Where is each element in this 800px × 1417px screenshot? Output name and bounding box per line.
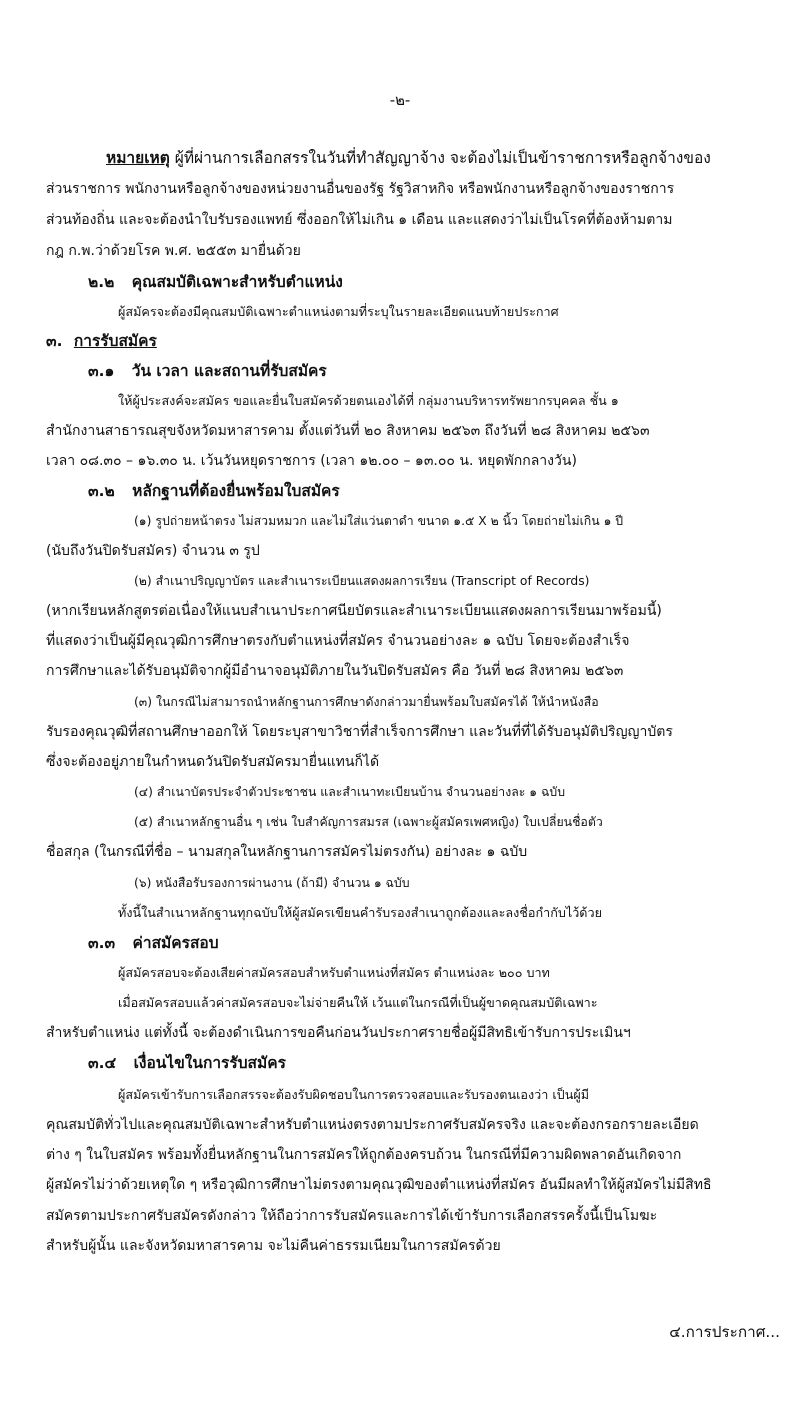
section-2-2-heading [88,272,343,292]
item-2-line-4: การศึกษาและได้รับอนุมัติจากผู้มีอำนาจอนุมัติภายในวันปิดรับสมัคร คือ วันที่ ๒๘ สิงหาคม ๒๕๖๓ [46,663,624,679]
item-2-line-2: (หากเรียนหลักสูตรต่อเนื่องให้แนบสำเนาประกาศนียบัตรและสำเนาระเบียนแสดงผลการเรียนมาพร้อมนี้) [46,603,662,619]
section-3-2-heading [88,481,340,501]
item-2-line-1: (๒) สำเนาปริญญาบัตร และสำเนาระเบียนแสดงผลการเรียน (Transcript of Records) [134,574,590,588]
section-3-3-line-3: สำหรับตำแหน่ง แต่ทั้งนี้ จะต้องดำเนินการขอคืนก่อนวันประกาศรายชื่อผู้มีสิทธิเข้ารับการประเมินฯ [46,1025,631,1041]
section-3-4-line-4: ผู้สมัครไม่ว่าด้วยเหตุใด ๆ หรือวุฒิการศึกษาไม่ตรงตามคุณวุฒิของตำแหน่งที่สมัคร อันมีผลทำให้ผู้สมัครไม่มีสิทธิ [46,1177,712,1193]
item-3-line-2: รับรองคุณวุฒิที่สถานศึกษาออกให้ โดยระบุสาขาวิชาที่สำเร็จการศึกษา และวันที่ที่ได้รับอนุมัติปริญญาบัตร [46,724,673,740]
section-3-1-line-3: เวลา ๐๘.๓๐ – ๑๖.๓๐ น. เว้นวันหยุดราชการ (เวลา ๑๒.๐๐ – ๑๓.๐๐ น. หยุดพักกลางวัน) [46,453,577,469]
section-3-2-title: หลักฐานที่ต้องยื่นพร้อมใบสมัคร [132,482,340,500]
section-3-4-line-1: ผู้สมัครเข้ารับการเลือกสรรจะต้องรับผิดชอบในการตรวจสอบและรับรองตนเองว่า เป็นผู้มี [118,1087,590,1102]
note-paragraph [106,148,711,168]
item-1-line-1: (๑) รูปถ่ายหน้าตรง ไม่สวมหมวก และไม่ใส่แว่นตาดำ ขนาด ๑.๕ X ๒ นิ้ว โดยถ่ายไม่เกิน ๑ ปี [134,514,624,528]
page-number: -๒- [389,91,411,109]
section-3-4-line-2: คุณสมบัติทั่วไปและคุณสมบัติเฉพาะสำหรับตำแหน่งตรงตามประกาศรับสมัครจริง และจะต้องกรอกรายละเอียด [46,1117,699,1133]
item-4-line-1: (๔) สำเนาบัตรประจำตัวประชาชน และสำเนาทะเบียนบ้าน จำนวนอย่างละ ๑ ฉบับ [134,785,566,799]
item-3-line-1: (๓) ในกรณีไม่สามารถนำหลักฐานการศึกษาดังกล่าวมายื่นพร้อมใบสมัครได้ ให้นำหนังสือ [134,695,599,709]
section-3-heading [46,331,157,351]
section-3-2-number: ๓.๒ [88,482,115,500]
section-3-4-line-3: ต่าง ๆ ในใบสมัคร พร้อมทั้งยื่นหลักฐานในการสมัครให้ถูกต้องครบถ้วน ในกรณีที่มีความผิดพลาดอันเกิดจาก [46,1147,682,1163]
section-3-1-title: วัน เวลา และสถานที่รับสมัคร [131,362,327,380]
section-3-3-title: ค่าสมัครสอบ [132,934,219,952]
item-5-line-2: ชื่อสกุล (ในกรณีที่ชื่อ – นามสกุลในหลักฐานการสมัครไม่ตรงกัน) อย่างละ ๑ ฉบับ [46,844,528,860]
section-2-2-number: ๒.๒ [88,273,115,291]
section-2-2-line-1: ผู้สมัครจะต้องมีคุณสมบัติเฉพาะตำแหน่งตามที่ระบุในรายละเอียดแนบท้ายประกาศ [118,304,559,319]
item-3-line-3: ซึ่งจะต้องอยู่ภายในกำหนดวันปิดรับสมัครมายื่นแทนก็ได้ [46,754,380,770]
note-label: หมายเหตุ [106,149,170,167]
section-3-4-heading [88,1053,286,1073]
section-3-3-number: ๓.๓ [88,934,116,952]
note-line-1: ผู้ที่ผ่านการเลือกสรรในวันที่ทำสัญญาจ้าง จะต้องไม่เป็นข้าราชการหรือลูกจ้างของ [174,149,711,167]
section-3-3-line-1: ผู้สมัครสอบจะต้องเสียค่าสมัครสอบสำหรับตำแหน่งที่สมัคร ตำแหน่งละ ๒๐๐ บาท [118,965,550,980]
item-5-line-1: (๕) สำเนาหลักฐานอื่น ๆ เช่น ใบสำคัญการสมรส (เฉพาะผู้สมัครเพศหญิง) ใบเปลี่ยนชื่อตัว [134,815,603,829]
section-3-1-number: ๓.๑ [88,362,115,380]
section-3-1-heading [88,361,327,381]
section-3-4-line-6: สำหรับผู้นั้น และจังหวัดมหาสารคาม จะไม่คืนค่าธรรมเนียมในการสมัครด้วย [46,1238,501,1254]
note-line-4: กฎ ก.พ.ว่าด้วยโรค พ.ศ. ๒๕๕๓ มายื่นด้วย [46,243,301,259]
section-3-2-closing: ทั้งนี้ในสำเนาหลักฐานทุกฉบับให้ผู้สมัครเขียนคำรับรองสำเนาถูกต้องและลงชื่อกำกับไว้ด้วย [118,905,602,920]
item-1-line-2: (นับถึงวันปิดรับสมัคร) จำนวน ๓ รูป [46,543,260,559]
note-line-2: ส่วนราชการ พนักงานหรือลูกจ้างของหน่วยงานอื่นของรัฐ รัฐวิสาหกิจ หรือพนักงานหรือลูกจ้างของราชการ [46,181,675,197]
next-page-reference: ๔.การประกาศ... [669,1323,780,1341]
section-3-1-line-2: สำนักงานสาธารณสุขจังหวัดมหาสารคาม ตั้งแต่วันที่ ๒๐ สิงหาคม ๒๕๖๓ ถึงวันที่ ๒๘ สิงหาคม ๒๕๖๓ [46,423,650,439]
section-3-number: ๓. [46,332,63,350]
item-2-line-3: ที่แสดงว่าเป็นผู้มีคุณวุฒิการศึกษาตรงกับตำแหน่งที่สมัคร จำนวนอย่างละ ๑ ฉบับ โดยจะต้องสำเร็จ [46,633,630,649]
item-6-line-1: (๖) หนังสือรับรองการผ่านงาน (ถ้ามี) จำนวน ๑ ฉบับ [134,876,410,890]
section-3-4-number: ๓.๔ [88,1054,117,1072]
section-3-4-title: เงื่อนไขในการรับสมัคร [133,1054,286,1072]
section-3-1-line-1: ให้ผู้ประสงค์จะสมัคร ขอและยื่นใบสมัครด้วยตนเองได้ที่ กลุ่มงานบริหารทรัพยากรบุคคล ชั้น ๑ [118,393,619,408]
section-3-3-line-2: เมื่อสมัครสอบแล้วค่าสมัครสอบจะไม่จ่ายคืนให้ เว้นแต่ในกรณีที่เป็นผู้ขาดคุณสมบัติเฉพาะ [118,995,598,1010]
note-line-3: ส่วนท้องถิ่น และจะต้องนำใบรับรองแพทย์ ซึ่งออกให้ไม่เกิน ๑ เดือน และแสดงว่าไม่เป็นโรคที่ต้องห้ามตาม [46,212,673,228]
section-3-title: การรับสมัคร [73,332,157,350]
section-3-4-line-5: สมัครตามประกาศรับสมัครดังกล่าว ให้ถือว่าการรับสมัครและการได้เข้ารับการเลือกสรรครั้งนี้เป็นโมฆะ [46,1208,658,1224]
section-2-2-title: คุณสมบัติเฉพาะสำหรับตำแหน่ง [131,273,343,291]
section-3-3-heading [88,933,219,953]
